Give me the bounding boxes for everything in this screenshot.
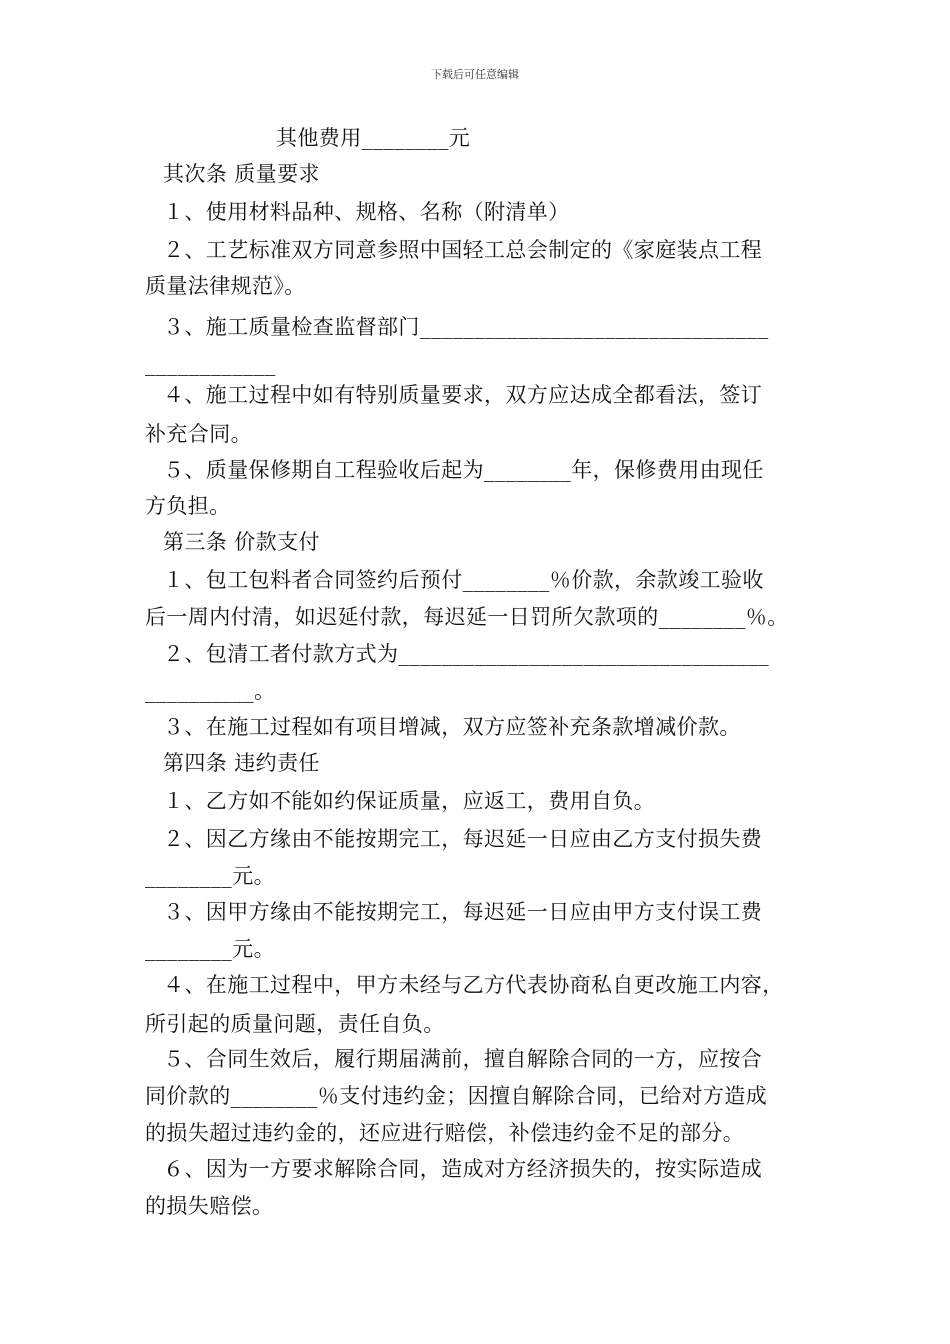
text-line: ６、因为一方要求解除合同，造成对方经济损失的，按实际造成 — [163, 1157, 763, 1181]
text-line: ５、质量保修期自工程验收后起为________年，保修费用由现任 — [163, 458, 764, 482]
text-line: 后一周内付清，如迟延付款，每迟延一日罚所欠款项的________％。 — [145, 605, 789, 629]
text-line: ３、因甲方缘由不能按期完工，每迟延一日应由甲方支付误工费 — [163, 900, 763, 924]
text-line: 的损失赔偿。 — [145, 1194, 274, 1218]
text-line: 的损失超过违约金的，还应进行赔偿，补偿违约金不足的部分。 — [145, 1121, 745, 1145]
text-line: 其他费用________元 — [276, 126, 471, 150]
section-heading: 第三条 价款支付 — [163, 530, 320, 554]
text-line: ２、包清工者付款方式为__________________________________ — [163, 642, 769, 666]
text-line: 同价款的________％支付违约金；因擅自解除合同，已给对方造成 — [145, 1084, 768, 1108]
text-line: ３、施工质量检查监督部门________________________________ — [163, 315, 769, 339]
text-line: 方负担。 — [145, 494, 231, 518]
page-header: 下载后可任意编辑 — [431, 68, 519, 81]
section-heading: 其次条 质量要求 — [163, 162, 320, 186]
text-line: 所引起的质量问题，责任自负。 — [145, 1012, 445, 1036]
text-line: ４、施工过程中如有特别质量要求，双方应达成全都看法，签订 — [163, 383, 763, 407]
text-line: ４、在施工过程中，甲方未经与乙方代表协商私自更改施工内容， — [163, 973, 784, 997]
text-line: ５、合同生效后，履行期届满前，擅自解除合同的一方，应按合 — [163, 1047, 763, 1071]
text-line: ３、在施工过程如有项目增减，双方应签补充条款增减价款。 — [163, 715, 741, 739]
text-line: ２、工艺标准双方同意参照中国轻工总会制定的《家庭装点工程 — [163, 238, 763, 262]
text-line: １、包工包料者合同签约后预付________％价款，余款竣工验收 — [163, 568, 764, 592]
text-line: ２、因乙方缘由不能按期完工，每迟延一日应由乙方支付损失费 — [163, 827, 763, 851]
text-line: １、乙方如不能如约保证质量，应返工，费用自负。 — [163, 789, 656, 813]
text-line: ________元。 — [145, 937, 275, 961]
text-line: 质量法律规范》。 — [145, 274, 306, 298]
text-line: ____________ — [145, 352, 276, 376]
text-line: １、使用材料品种、规格、名称（附清单） — [163, 200, 570, 224]
text-line: ________元。 — [145, 864, 275, 888]
text-line: __________。 — [145, 679, 276, 703]
text-line: 补充合同。 — [145, 422, 252, 446]
section-heading: 第四条 违约责任 — [163, 751, 320, 775]
